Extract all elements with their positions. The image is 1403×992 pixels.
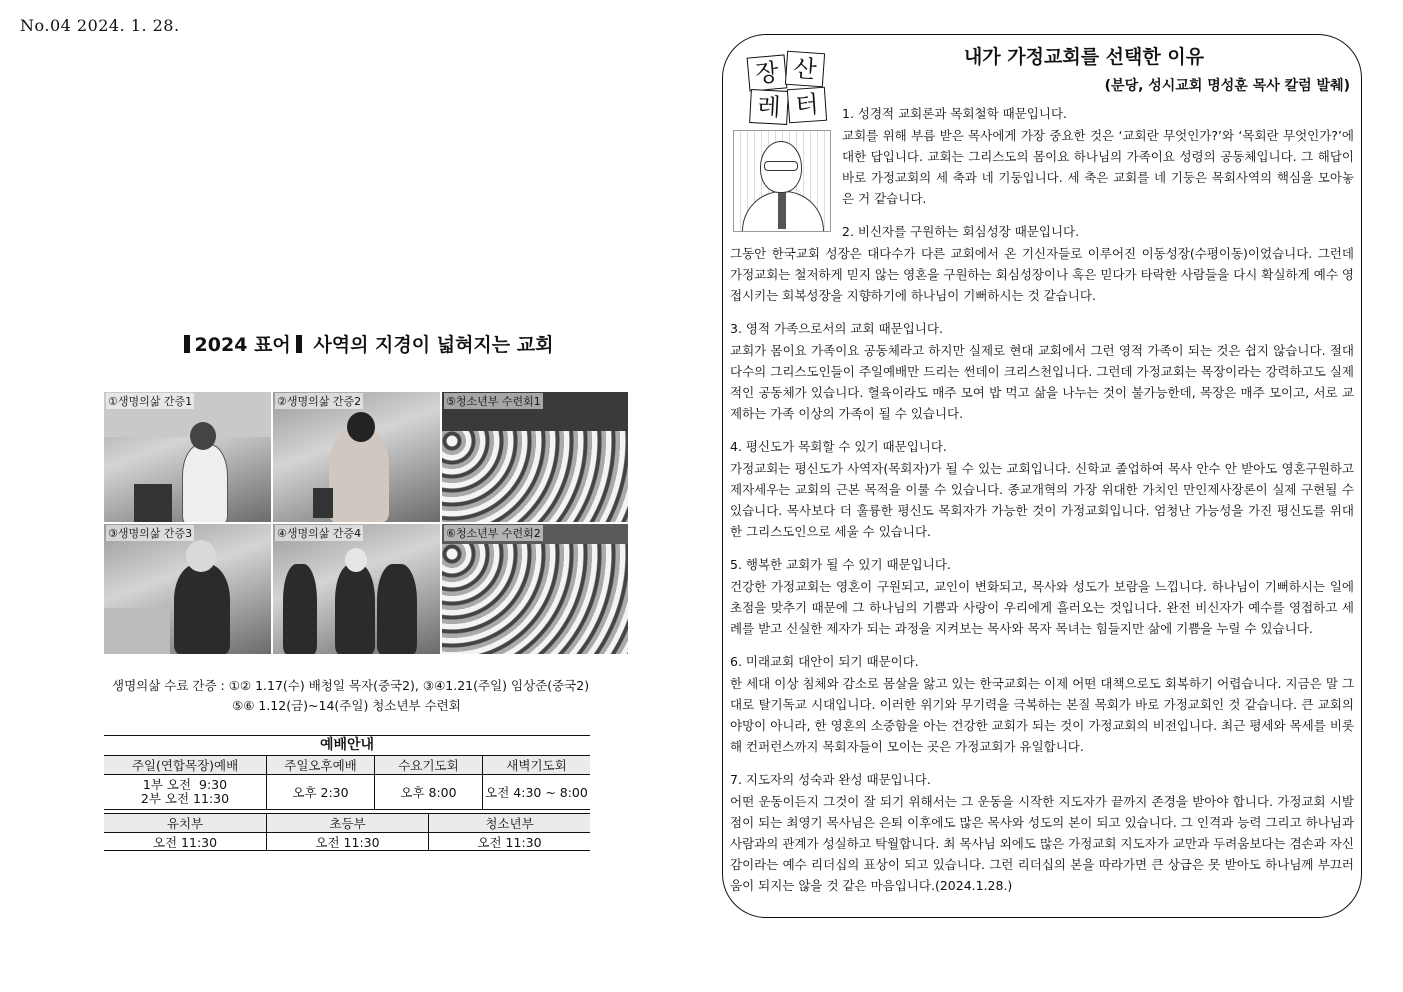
service-1: 1부 오전 9:30 bbox=[142, 777, 228, 792]
dept-value-row bbox=[104, 833, 590, 851]
issue-date: No.04 2024. 1. 28. bbox=[20, 16, 180, 35]
worship-title: 예배안내 bbox=[104, 735, 590, 756]
section-heading: 6. 미래교회 대안이 되기 때문이다. bbox=[730, 654, 919, 669]
motto-text: 사역의 지경이 넓혀지는 교회 bbox=[313, 334, 554, 356]
section-text: 교회가 몸이요 가족이요 공동체라고 하지만 실제로 현대 교회에서 그런 영적 가족이 되는 것은 쉽지 않습니다. 절대다수의 그리스도인들이 주일예배만 드리는 썬데이 크리스천입니다. 그런데 가정교회는 목장이라는 강력하고도 실제적인 공동체가 있습니다. 혈육이라도 매주 모여 밥 먹고 삶을 나누는 것이 불가능한데, 목장은 매주 모이고, 서로 교제하는 가족 이상의 가족이 될 수 있습니다. bbox=[730, 343, 1354, 421]
logo-char: 레 bbox=[749, 89, 789, 125]
section-text: 그동안 한국교회 성장은 대다수가 다른 교회에서 온 기신자들로 이루어진 이동성장(수평이동)이었습니다. 그런데 가정교회는 철저하게 믿지 않는 영혼을 구원하는 회심성장이나 혹은 믿다가 타락한 사람들을 다시 확실하게 예수 영접시키는 회복성장을 지향하기에 하나님이 기뻐하시는 것 같습니다. bbox=[730, 246, 1354, 303]
logo-char: 산 bbox=[785, 51, 825, 88]
section-heading: 1. 성경적 교회론과 목회철학 때문입니다. bbox=[842, 106, 1067, 121]
worship-value: 오후 2:30 bbox=[266, 775, 374, 809]
motto-bar-icon bbox=[296, 335, 302, 353]
photo-caption: ⑥청소년부 수련회2 bbox=[446, 527, 541, 540]
motto-label: 2024 표어 bbox=[194, 334, 291, 356]
worship-header: 수요기도회 bbox=[374, 756, 482, 774]
worship-header: 주일오후예배 bbox=[266, 756, 374, 774]
sunday-service-times bbox=[104, 775, 266, 809]
dept-header-row bbox=[104, 814, 590, 833]
worship-table bbox=[104, 735, 590, 851]
photo-testimony-3 bbox=[104, 524, 271, 654]
section-heading: 3. 영적 가족으로서의 교회 때문입니다. bbox=[730, 321, 943, 336]
photo-captions bbox=[104, 676, 664, 716]
worship-header: 새벽기도회 bbox=[482, 756, 590, 774]
caption-line-2: ⑤⑥ 1.12(금)~14(주일) 청소년부 수련회 bbox=[232, 698, 461, 713]
photo-caption: ④생명의삶 간증4 bbox=[277, 527, 362, 540]
photo-caption: ⑤청소년부 수련회1 bbox=[446, 395, 541, 408]
section-text: 가정교회는 평신도가 사역자(목회자)가 될 수 있는 교회입니다. 신학교 졸업하여 목사 안수 안 받아도 영혼구원하고 제자세우는 교회의 근본 목적을 이룰 수 있습니다. 종교개혁의 가장 위대한 가치인 만인제사장론이 실제 구현될 수 있습니다. 목사보다 더 훌륭한 평신도 목회자가 가능한 것이 가정교회입니다. 엄청난 가능성을 가진 평신도를 위대한 그리스도인으로 세울 수 있습니다. bbox=[730, 461, 1354, 539]
motto-bar-icon bbox=[184, 335, 190, 353]
section-text: 건강한 가정교회는 영혼이 구원되고, 교인이 변화되고, 목사와 성도가 보람을 느낍니다. 하나님이 기뻐하시는 일에 초점을 맞추기 때문에 그 하나님의 기쁨과 사랑이 우리에게 흘러오는 것입니다. 완전 비신자가 예수를 영접하고 세례를 받고 신실한 제자가 되는 과정을 지켜보는 목사와 목자 목녀는 힘들지만 삶에 기쁨을 누릴 수 있습니다. bbox=[730, 579, 1354, 636]
worship-value: 오전 4:30 ~ 8:00 bbox=[482, 775, 590, 809]
dept-header: 초등부 bbox=[266, 814, 428, 832]
section-text: 교회를 위해 부름 받은 목사에게 가장 중요한 것은 ‘교회란 무엇인가?’와 ‘목회란 무엇인가?’에 대한 답입니다. 교회는 그리스도의 몸이요 하나님의 가족이요 성령의 공동체입니다. 그 해답이 바로 가정교회의 세 축과 네 기둥입니다. 세 축은 교회를 네 기둥은 목회사역의 핵심을 모아놓은 거 같습니다. bbox=[842, 128, 1354, 206]
letter-source: (분당, 성시교회 명성훈 목사 칼럼 발췌) bbox=[1104, 78, 1350, 94]
logo-char: 장 bbox=[747, 54, 788, 91]
section-heading: 4. 평신도가 목회할 수 있기 때문입니다. bbox=[730, 439, 947, 454]
section-text: 어떤 운동이든지 그것이 잘 되기 위해서는 그 운동을 시작한 지도자가 끝까지 존경을 받아야 합니다. 가정교회 시발점이 되는 최영기 목사님은 은퇴 이후에도 많은 목사와 성도의 본이 되고 있습니다. 그 인격과 능력 그리고 하나님과 사람과의 관계가 성실하고 탁월합니다. 최 목사님 외에도 많은 가정교회 지도자가 교만과 두려움보다는 겸손과 자신감이라는 예수 리더십의 표상이 되고 있습니다. 그런 리더십의 본을 따라가면 큰 상급은 못 받아도 하나님께 부끄러움이 되지는 않을 것 같은 마음입니다.(2024.1.28.) bbox=[730, 794, 1354, 893]
photo-testimony-2 bbox=[273, 392, 440, 522]
worship-header-row bbox=[104, 756, 590, 775]
worship-value: 오후 8:00 bbox=[374, 775, 482, 809]
photo-youth-retreat-2 bbox=[442, 524, 628, 654]
logo-char: 터 bbox=[787, 87, 827, 124]
photo-caption: ③생명의삶 간증3 bbox=[108, 527, 193, 540]
section-heading: 5. 행복한 교회가 될 수 있기 때문입니다. bbox=[730, 557, 951, 572]
dept-value: 오전 11:30 bbox=[266, 833, 428, 850]
letter-title: 내가 가정교회를 선택한 이유 bbox=[963, 46, 1205, 68]
photo-caption: ②생명의삶 간증2 bbox=[277, 395, 362, 408]
section-heading: 7. 지도자의 성숙과 완성 때문입니다. bbox=[730, 772, 931, 787]
service-2: 2부 오전 11:30 bbox=[140, 791, 230, 806]
photo-youth-retreat-1 bbox=[442, 392, 628, 522]
photo-testimony-4 bbox=[273, 524, 440, 654]
letter-body bbox=[730, 100, 1354, 905]
dept-value: 오전 11:30 bbox=[152, 834, 218, 850]
motto bbox=[104, 330, 628, 357]
section-heading: 2. 비신자를 구원하는 회심성장 때문입니다. bbox=[842, 224, 1080, 239]
section-text: 한 세대 이상 침체와 감소로 몸살을 앓고 있는 한국교회는 이제 어떤 대책으로도 회복하기 어렵습니다. 지금은 말 그대로 탈기독교 시대입니다. 이러한 위기와 무기력을 극복하는 본질 목회가 바로 가정교회인 것 같습니다. 큰 교회의 야망이 아니라, 한 영혼의 소중함을 아는 건강한 교회가 되는 것이 가정교회의 비전입니다. 최근 평세와 목세를 비롯해 컨퍼런스까지 목회자들이 모이는 곳은 가정교회가 유일합니다. bbox=[730, 676, 1354, 754]
worship-value-row bbox=[104, 775, 590, 810]
photo-testimony-1 bbox=[104, 392, 271, 522]
caption-line-1: 생명의삶 수료 간증 : ①② 1.17(수) 배청일 목자(중국2), ③④1.21(주일) 임상준(중국2) bbox=[112, 678, 590, 693]
photo-grid bbox=[104, 392, 628, 654]
worship-header: 주일(연합목장)예배 bbox=[104, 756, 266, 774]
dept-value: 오전 11:30 bbox=[428, 833, 590, 850]
dept-header: 유치부 bbox=[104, 814, 266, 832]
photo-caption: ①생명의삶 간증1 bbox=[108, 395, 193, 408]
dept-header: 청소년부 bbox=[428, 814, 590, 832]
